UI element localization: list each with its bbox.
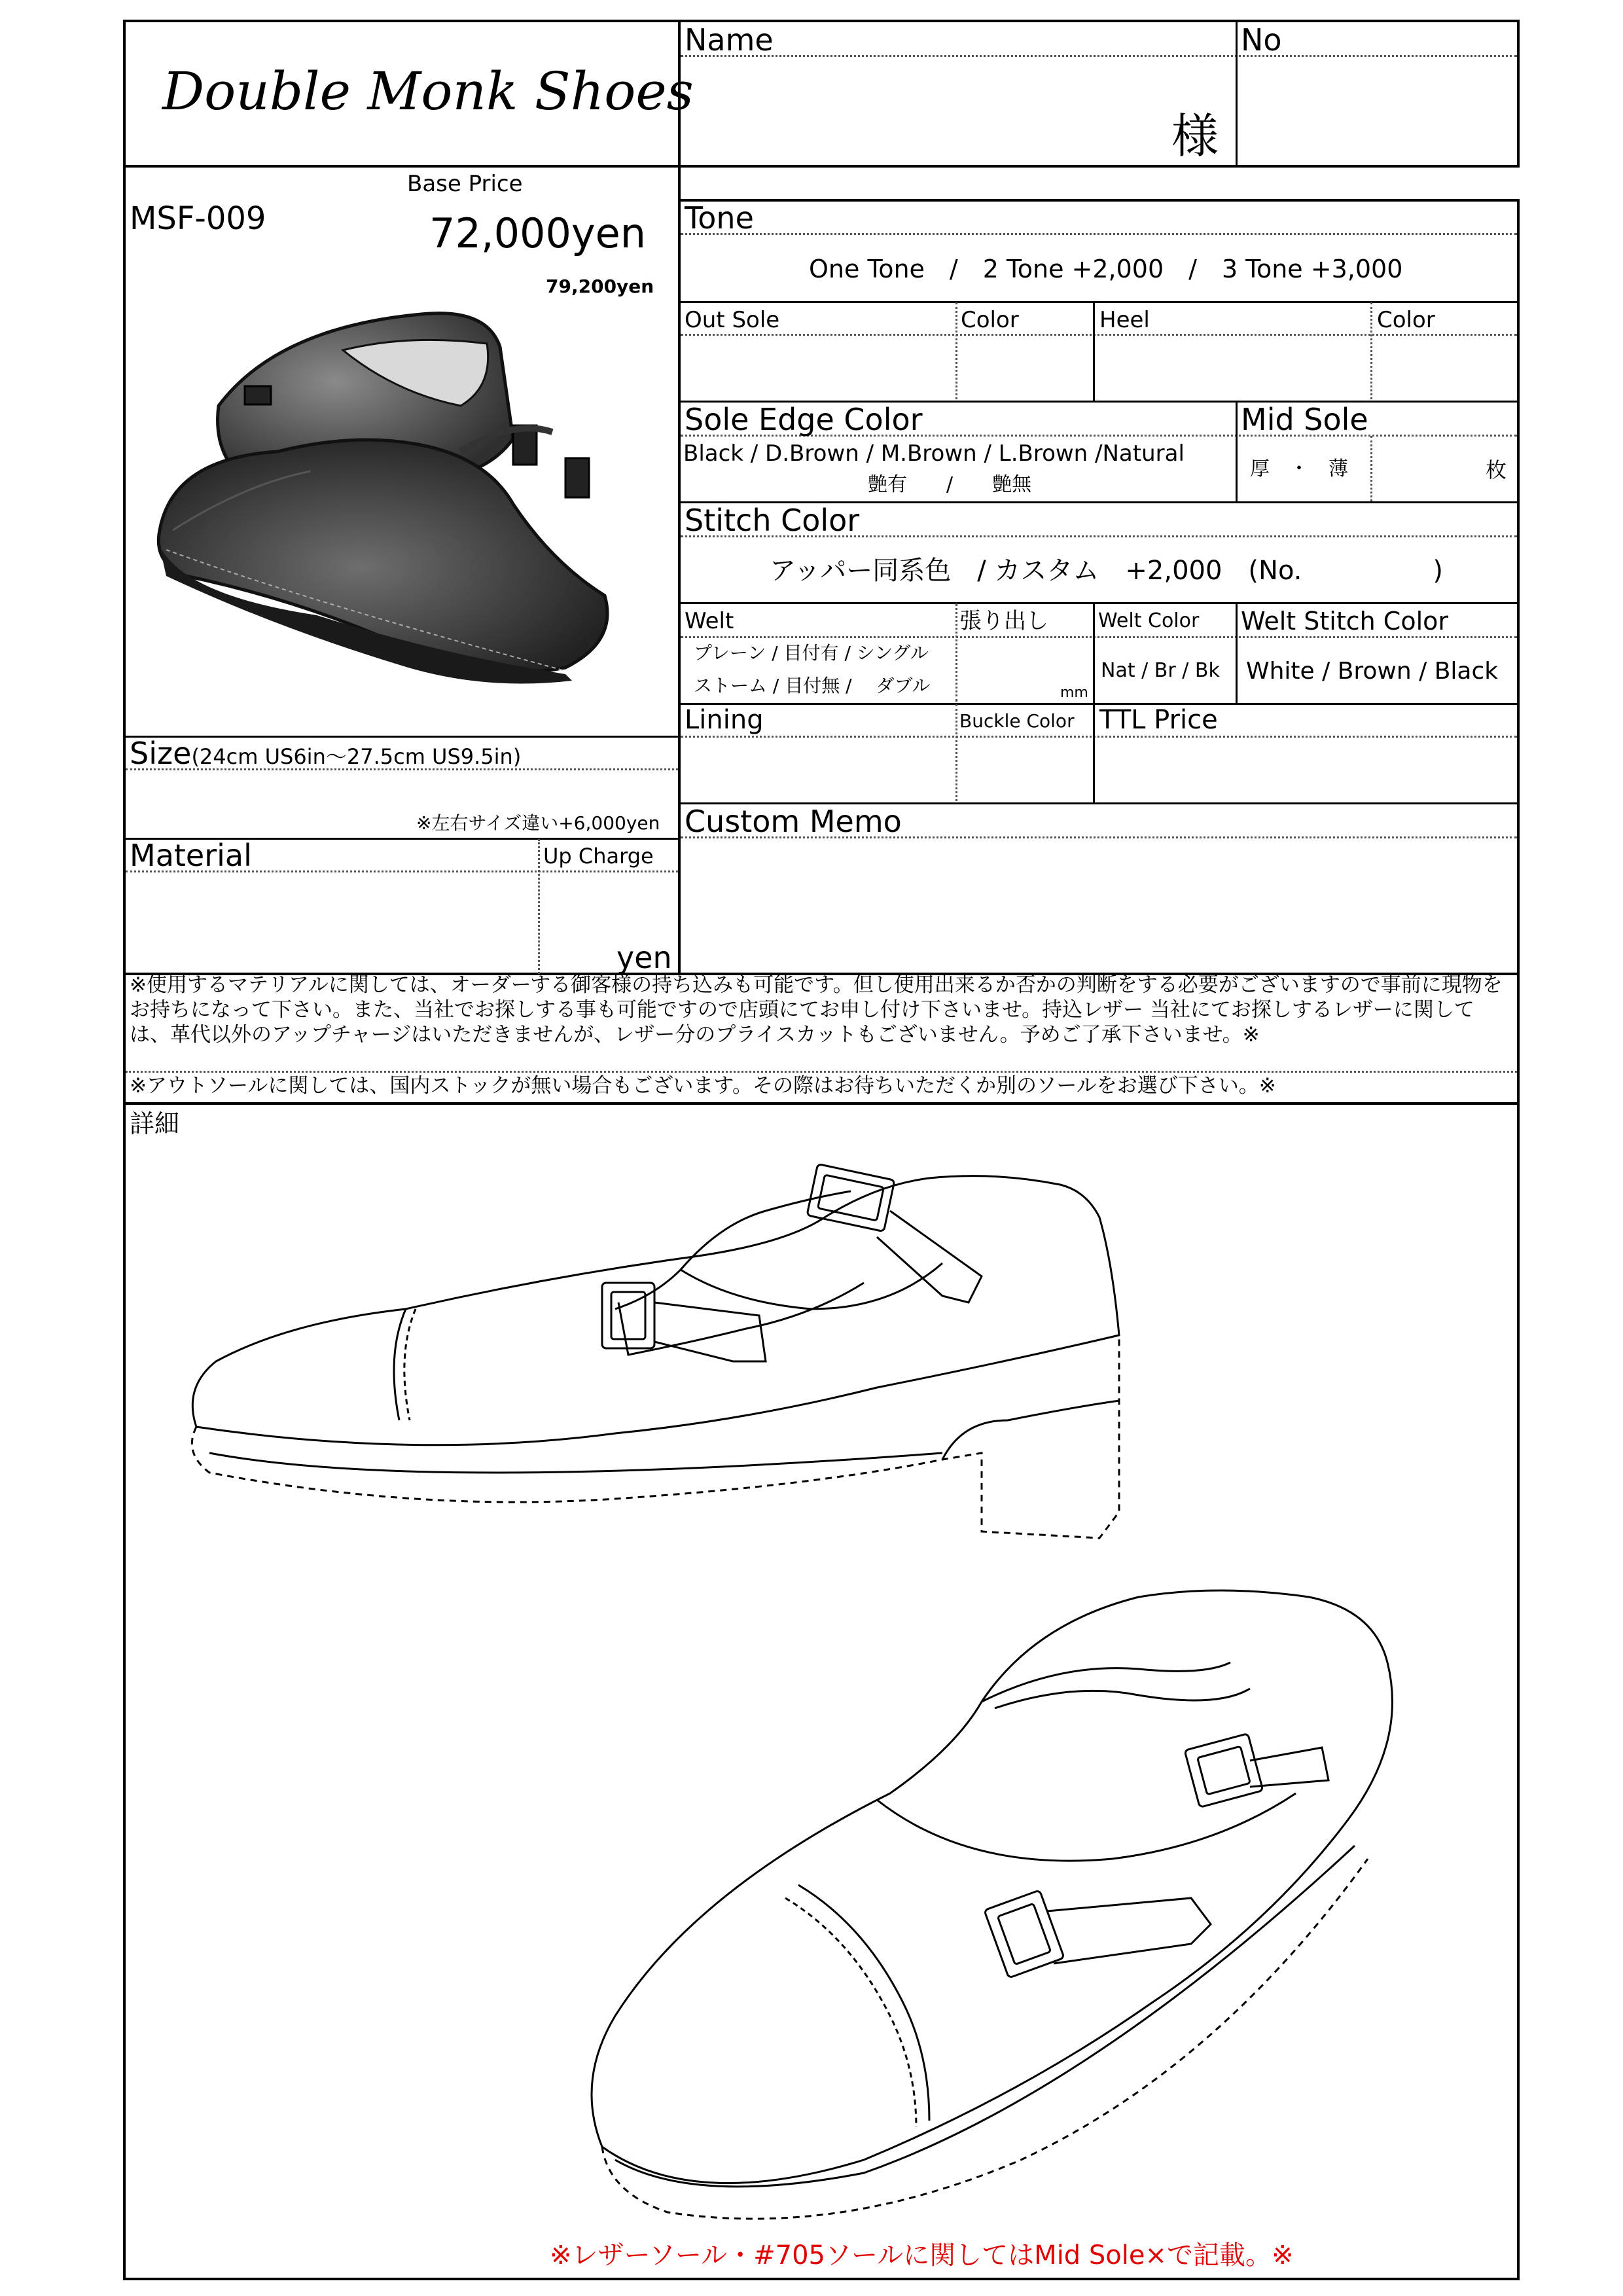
size-label-text: Size: [130, 736, 192, 771]
welt-color-label: Welt Color: [1098, 609, 1200, 632]
ttl-price-input[interactable]: [1097, 738, 1516, 800]
detail-label: 詳細: [130, 1109, 180, 1138]
buckle-color-label: Buckle Color: [959, 710, 1075, 732]
shoe-side-drawing: [157, 1145, 1257, 1571]
welt-color-options[interactable]: Nat / Br / Bk: [1101, 659, 1220, 682]
mid-sole-options[interactable]: 厚 ・ 薄: [1250, 457, 1348, 480]
yen-unit: yen: [616, 940, 672, 975]
name-input[interactable]: [683, 58, 1233, 164]
ttl-price-label: TTL Price: [1099, 705, 1218, 735]
tone-options[interactable]: One Tone / 2 Tone +2,000 / 3 Tone +3,000: [809, 255, 1403, 283]
welt-type-line2[interactable]: ストーム / 目付無 / ダブル: [694, 675, 931, 696]
welt-label: Welt: [685, 608, 734, 634]
no-input[interactable]: [1241, 58, 1516, 164]
mid-sole-label: Mid Sole: [1241, 402, 1368, 437]
product-photo: [147, 288, 657, 694]
outsole-label: Out Sole: [685, 307, 780, 333]
heel-color-input[interactable]: [1374, 336, 1516, 398]
welt-stitch-label: Welt Stitch Color: [1241, 607, 1449, 636]
harinashi-label: 張り出し: [959, 608, 1048, 634]
no-label: No: [1241, 22, 1282, 58]
sole-edge-finish[interactable]: 艶有 / 艶無: [868, 473, 1032, 496]
up-charge-input[interactable]: [543, 873, 674, 945]
welt-type-line1[interactable]: プレーン / 目付有 / シングル: [694, 642, 929, 664]
lining-input[interactable]: [682, 738, 952, 800]
outsole-input[interactable]: [682, 336, 952, 398]
price-with-tax: 79,200yen: [546, 276, 654, 297]
buckle-color-input[interactable]: [959, 738, 1089, 800]
heel-label: Heel: [1099, 307, 1150, 333]
tone-label: Tone: [685, 200, 754, 236]
material-label: Material: [130, 838, 252, 873]
stitch-label: Stitch Color: [685, 503, 860, 538]
stitch-options[interactable]: アッパー同系色 / カスタム +2,000 (No. ): [770, 556, 1444, 586]
size-range: (24cm US6in～27.5cm US9.5in): [191, 744, 522, 769]
mm-unit: mm: [1060, 685, 1088, 701]
honorific: 様: [1171, 109, 1219, 164]
heel-color-label: Color: [1377, 307, 1435, 333]
page-title: Double Monk Shoes: [162, 61, 694, 122]
base-price-label: Base Price: [407, 171, 523, 197]
size-label: [130, 736, 522, 771]
outsole-color-label: Color: [961, 307, 1019, 333]
custom-memo-input[interactable]: [682, 839, 1516, 971]
heel-input[interactable]: [1097, 336, 1366, 398]
outsole-color-input[interactable]: [959, 336, 1089, 398]
up-charge-label: Up Charge: [543, 844, 654, 869]
material-input[interactable]: [128, 873, 534, 971]
lining-label: Lining: [685, 705, 764, 735]
sole-edge-label: Sole Edge Color: [685, 402, 923, 437]
welt-stitch-options[interactable]: White / Brown / Black: [1246, 658, 1499, 685]
size-note: ※左右サイズ違い+6,000yen: [416, 812, 660, 834]
outsole-note: ※アウトソールに関しては、国内ストックが無い場合もございます。その際はお待ちいただくか別のソールをお選び下さい。※: [130, 1074, 1276, 1098]
sole-edge-options[interactable]: Black / D.Brown / M.Brown / L.Brown /Natural: [683, 440, 1185, 467]
material-note: ※使用するマテリアルに関しては、オーダーする御客様の持ち込みも可能です。但し使用出来るか否かの判断をする必要がございますので事前に現物をお持ちになって下さい。また、当社でお探しする事も可能ですので店頭にてお申し付け下さいませ。持込レザー 当社にてお探しするレザーに関しては、革代以外のアップチャージはいただきませんが、レザー分のプライスカットもございません。予めご了承下さいませ。※: [130, 973, 1503, 1047]
shoe-front-drawing: [563, 1584, 1440, 2225]
custom-memo-label: Custom Memo: [685, 804, 902, 839]
detail-footnote: ※レザーソール・#705ソールに関してはMid Sole×で記載。※: [550, 2240, 1294, 2270]
name-label: Name: [685, 22, 774, 58]
product-code: MSF-009: [130, 200, 266, 237]
base-price: 72,000yen: [429, 209, 647, 257]
mid-sole-unit: 枚: [1486, 457, 1507, 482]
